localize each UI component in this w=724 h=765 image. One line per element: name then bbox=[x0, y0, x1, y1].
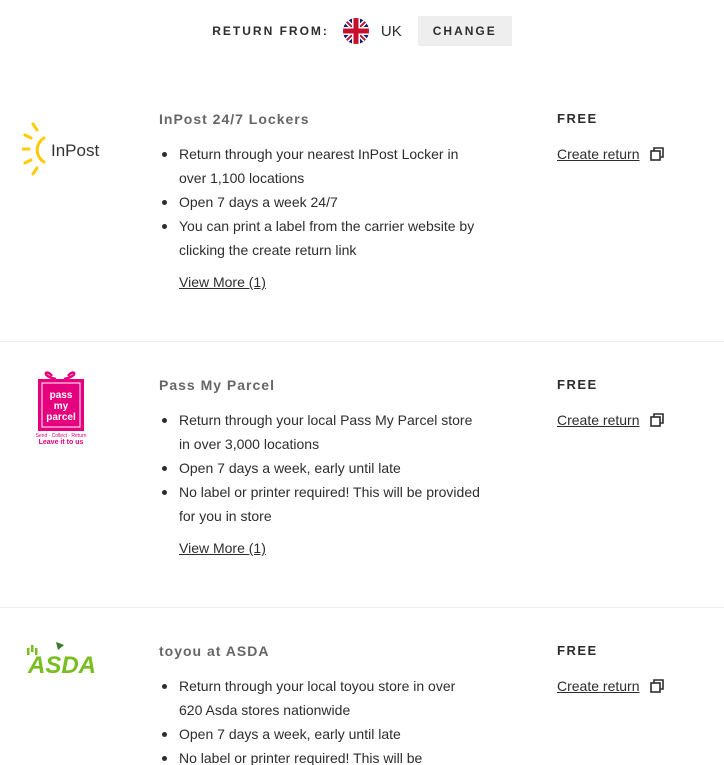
feature-item: Open 7 days a week, early until late bbox=[161, 456, 481, 480]
country-name: UK bbox=[380, 22, 402, 40]
change-country-button[interactable]: CHANGE bbox=[418, 16, 512, 46]
svg-text:Leave it to us: Leave it to us bbox=[38, 439, 84, 446]
inpost-logo-text: InPost bbox=[51, 141, 100, 160]
create-return-label: Create return bbox=[557, 678, 640, 694]
asda-logo bbox=[22, 636, 102, 716]
create-return-link[interactable] bbox=[557, 412, 664, 428]
feature-item: Open 7 days a week 24/7 bbox=[161, 190, 481, 214]
carrier-features bbox=[161, 408, 481, 528]
svg-text:my: my bbox=[53, 401, 69, 412]
feature-item: Return through your local toyou store in over 620 Asda stores nationwide bbox=[161, 674, 481, 722]
view-more-link[interactable]: View More (1) bbox=[179, 274, 266, 290]
price-label: FREE bbox=[557, 643, 598, 658]
carrier-pass-my-parcel bbox=[0, 342, 724, 608]
return-from-bar bbox=[0, 16, 724, 46]
carrier-asda bbox=[0, 608, 724, 765]
inpost-sun-icon bbox=[23, 124, 44, 174]
feature-item: You can print a label from the carrier website by clicking the create return link bbox=[161, 214, 481, 262]
feature-item: Return through your local Pass My Parcel store in over 3,000 locations bbox=[161, 408, 481, 456]
feature-item: No label or printer required! This will be bbox=[161, 746, 481, 765]
uk-flag-icon bbox=[343, 18, 369, 44]
view-more-link[interactable]: View More (1) bbox=[179, 540, 266, 556]
create-return-label: Create return bbox=[557, 146, 640, 162]
carrier-name: InPost 24/7 Lockers bbox=[159, 111, 310, 127]
carrier-name: toyou at ASDA bbox=[159, 643, 270, 659]
feature-item: No label or printer required! This will be provided for you in store bbox=[161, 480, 481, 528]
asda-logo-text: ASDA bbox=[27, 652, 97, 679]
external-link-icon bbox=[650, 413, 664, 427]
return-from-label: RETURN FROM: bbox=[212, 24, 329, 38]
external-link-icon bbox=[650, 679, 664, 693]
create-return-link[interactable] bbox=[557, 678, 664, 694]
carrier-inpost bbox=[0, 76, 724, 342]
svg-text:pass: pass bbox=[49, 390, 73, 401]
price-label: FREE bbox=[557, 377, 598, 392]
svg-text:parcel: parcel bbox=[46, 412, 76, 423]
create-return-label: Create return bbox=[557, 412, 640, 428]
external-link-icon bbox=[650, 147, 664, 161]
price-label: FREE bbox=[557, 111, 598, 126]
carrier-features bbox=[161, 142, 481, 262]
create-return-link[interactable] bbox=[557, 146, 664, 162]
carrier-name: Pass My Parcel bbox=[159, 377, 275, 393]
inpost-logo bbox=[22, 104, 102, 184]
feature-item: Open 7 days a week, early until late bbox=[161, 722, 481, 746]
svg-text:Send · Collect · Return: Send · Collect · Return bbox=[35, 433, 87, 439]
pass-my-parcel-logo bbox=[22, 370, 102, 450]
feature-item: Return through your nearest InPost Locker in over 1,100 locations bbox=[161, 142, 481, 190]
carrier-features bbox=[161, 674, 481, 765]
